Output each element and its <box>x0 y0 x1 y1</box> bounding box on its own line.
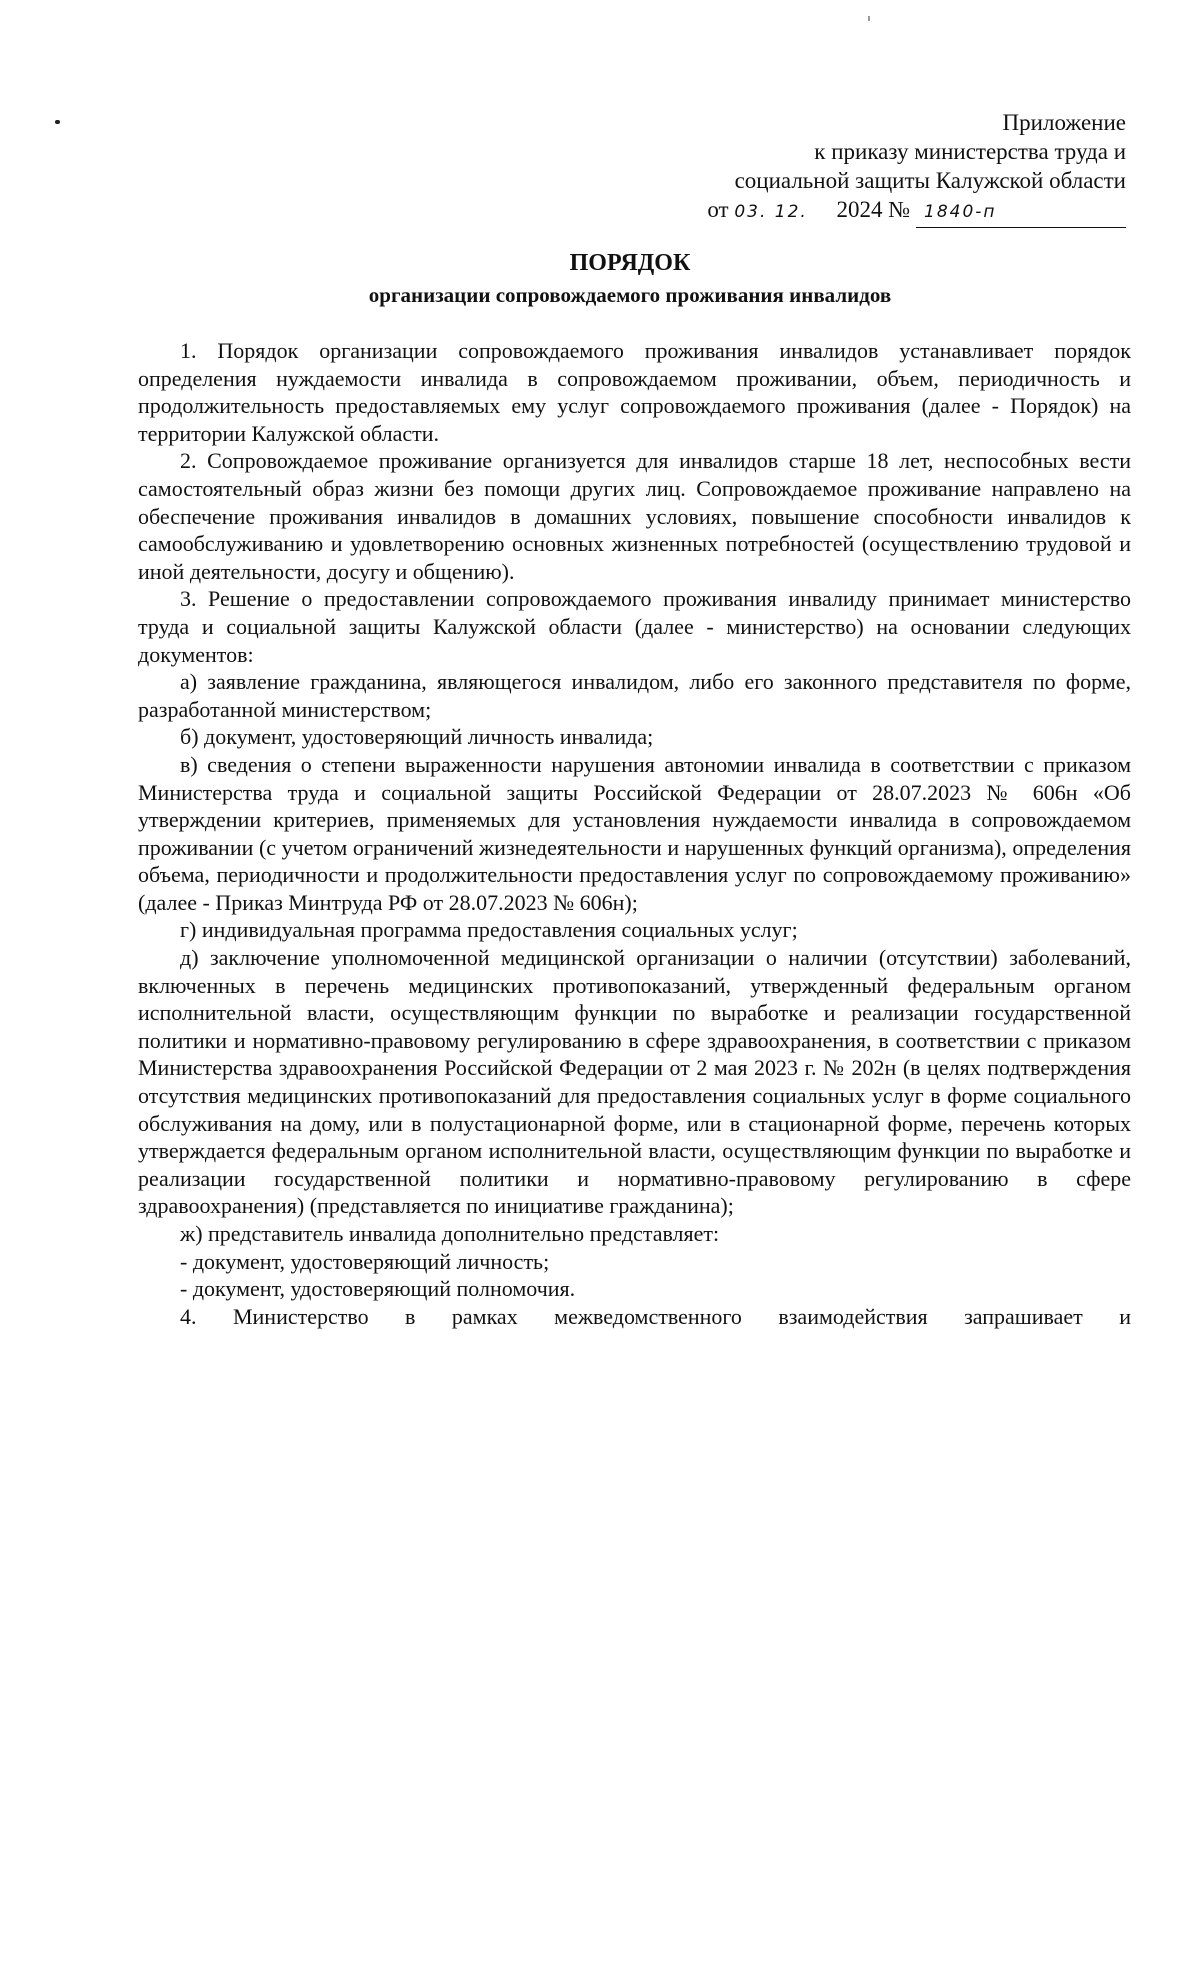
appendix-date-line <box>707 195 1126 228</box>
list-item-authority: - документ, удостоверяющий полномочия. <box>180 1276 576 1302</box>
document-title: ПОРЯДОК <box>569 250 691 276</box>
item-d: д) заключение уполномоченной медицинской организации о наличии (отсутствии) заболеваний, включенных в перечень медицинских противопоказаний, утвержденный федеральным органом исполнительной власти, осуществляющим функции по выработке и реализации государственной политики и нормативно-правовому регулированию в сфере здравоохранения, в соответствии с приказом Министерства здравоохранения Российской Федерации от 2 мая 2023 г. № 202н (в целях подтверждения отсутствия медицинских противопоказаний для предоставления социальных услуг в форме социального обслуживания на дому, или в полустационарной форме, или в стационарной форме, перечень которых утверждается федеральным органом исполнительной власти, осуществляющим функции по выработке и реализации государственной политики и нормативно-правовому регулированию в сфере здравоохранения) (представляется по инициативе гражданина); <box>138 945 1131 1219</box>
paragraph-1: 1. Порядок организации сопровождаемого проживания инвалидов устанавливает порядок определения нуждаемости инвалида в сопровождаемом проживании, объем, периодичность и продолжительность предоставляемых ему услуг сопровождаемого проживания (далее - Порядок) на территории Калужской области. <box>138 338 1131 446</box>
item-b: б) документ, удостоверяющий личность инвалида; <box>180 724 654 750</box>
order-number-field <box>916 195 1126 228</box>
item-v: в) сведения о степени выраженности нарушения автономии инвалида в соответствии с приказом Министерства труда и социальной защиты Российской Федерации от 28.07.2023 № 606н «Об утверждении критериев, применяемых для установления нуждаемости инвалида в сопровождаемом проживании (с учетом ограничений жизнедеятельности и нарушенных функций организма), определения объема, периодичности и продолжительности предоставления услуг по сопровождаемому проживанию» (далее - Приказ Минтруда РФ от 28.07.2023 № 606н); <box>138 751 1131 915</box>
document-subtitle: организации сопровождаемого проживания инвалидов <box>368 283 892 307</box>
appendix-header <box>707 108 1126 228</box>
item-g: г) индивидуальная программа предоставления социальных услуг; <box>180 917 798 943</box>
handwritten-date: 03. 12. <box>734 202 808 222</box>
scan-mark <box>868 16 870 21</box>
handwritten-number: 1840-п <box>924 202 997 222</box>
document-body <box>138 337 1131 1330</box>
scan-speck <box>55 120 60 124</box>
date-prefix: от <box>707 197 729 222</box>
item-a: а) заявление гражданина, являющегося инвалидом, либо его законного представителя по форме, разработанной министерством; <box>138 669 1131 722</box>
appendix-label: Приложение <box>1002 110 1126 135</box>
paragraph-3: 3. Решение о предоставлении сопровождаемого проживания инвалиду принимает министерство труда и социальной защиты Калужской области (далее - министерство) на основании следующих документов: <box>138 586 1131 667</box>
paragraph-2: 2. Сопровождаемое проживание организуется для инвалидов старше 18 лет, неспособных вести самостоятельный образ жизни без помощи других лиц. Сопровождаемое проживание направлено на обеспечение проживания инвалидов в домашних условиях, повышение способности инвалидов к самообслуживанию и удовлетворению основных жизненных потребностей (осуществлению трудовой и иной деятельности, досугу и общению). <box>138 448 1131 584</box>
list-item-identity: - документ, удостоверяющий личность; <box>180 1248 550 1274</box>
appendix-order-ref: к приказу министерства труда и <box>814 139 1126 164</box>
item-zh: ж) представитель инвалида дополнительно представляет: <box>180 1221 720 1246</box>
appendix-ministry: социальной защиты Калужской области <box>734 168 1126 193</box>
date-year: 2024 № <box>836 197 911 222</box>
paragraph-4: 4. Министерство в рамках межведомственного взаимодействия запрашивает и <box>180 1303 1131 1329</box>
